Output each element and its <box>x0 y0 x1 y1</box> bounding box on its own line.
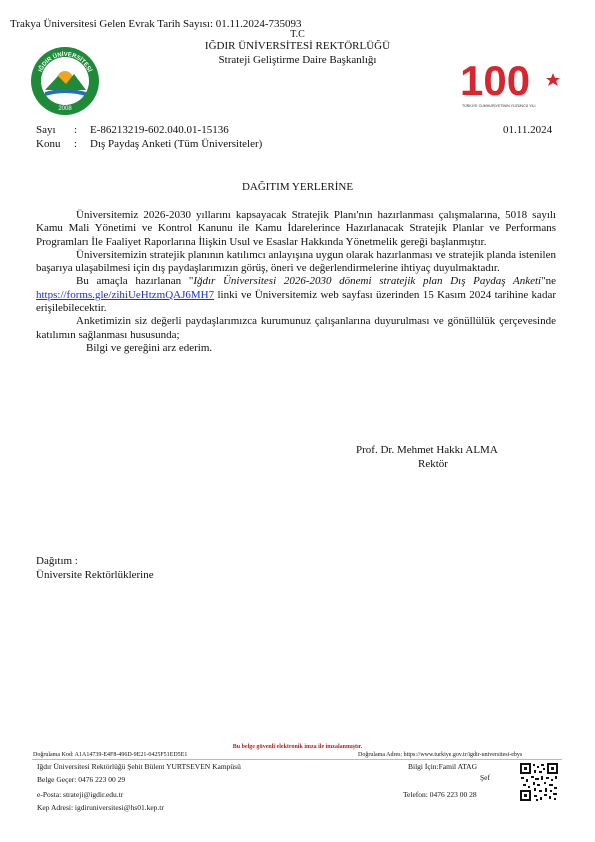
header-department: Strateji Geliştirme Daire Başkanlığı <box>218 54 377 66</box>
footer-phone: Telefon: 0476 223 00 28 <box>403 790 477 799</box>
footer-info-contact: Bilgi İçin:Famil ATAG <box>408 762 477 771</box>
verification-address: Doğrulama Adres: https://www.turkiye.gov.tr/igdir-universitesi-ebys <box>358 752 523 758</box>
distribution-value: Üniversite Rektörlüklerine <box>36 569 154 581</box>
paragraph-1: Üniversitemiz 2026-2030 yıllarını kapsayacak Stratejik Planı'nın hazırlanması çalışmalarına, 5018 sayılı Kamu Mali Yönetimi ve Kontrol Kanunu ile Kamu İdarelerince Hazırlanacak Stratejik Planlar ve Performans Programları İle Faaliyet Raporlarına İlişkin Usul ve Esaslar Hakkında Yönetmelik gereği başlanmıştır. <box>36 209 556 248</box>
university-logo <box>30 46 100 116</box>
konu-colon: : <box>74 138 78 150</box>
paragraph-4: Anketimizin siz değerli paydaşlarımızca kurumunuz çalışanlarına duyurulması ve gönüllülük çerçevesinde katılımın sağlanması hususunda; <box>36 315 556 341</box>
p3-post: linki ve Üniversitemiz web sayfası üzerinden 15 Kasım 2024 tarihine kadar erişilebilecektir. <box>36 288 556 315</box>
p3-pre: Bu amaçla hazırlanan " <box>76 275 194 288</box>
footer-divider <box>32 759 562 760</box>
distribution-heading: DAĞITIM YERLERİNE <box>241 181 354 193</box>
verification-code: Doğrulama Kod: A1A14739-E4F8-496D-9E21-0425F51ED5E1 <box>33 752 188 758</box>
star-icon <box>546 73 560 86</box>
centennial-caption: TÜRKİYE CUMHURİYETİNİN YÜZÜNCÜ YILI <box>462 104 536 108</box>
footer-kep: Kep Adresi: igdiruniversitesi@hs01.kep.tr <box>37 803 164 812</box>
signatory-name: Prof. Dr. Mehmet Hakkı ALMA <box>356 444 498 456</box>
p3-mid: "ne <box>541 275 556 288</box>
survey-link[interactable]: https://forms.gle/zihiUeHtzmQAJ6MH7 <box>36 288 215 301</box>
centennial-number: 100 <box>460 57 531 104</box>
logo-year: 2008 <box>58 106 72 112</box>
footer-address: Iğdır Üniversitesi Rektörlüğü Şehit Bülent YURTSEVEN Kampüsü <box>37 762 241 771</box>
footer-fax: Belge Geçer: 0476 223 00 29 <box>37 775 126 784</box>
sayi-value: E-86213219-602.040.01-15136 <box>90 124 229 136</box>
header-university: IĞDIR ÜNİVERSİTESİ REKTÖRLÜĞÜ <box>204 40 391 52</box>
header-tc: T.C <box>290 29 305 40</box>
footer-info-title: Şef <box>480 773 490 782</box>
secure-signature-note: Bu belge güvenli elektronik imza ile imzalanmıştır. <box>232 744 363 750</box>
centennial-logo <box>458 55 564 110</box>
signatory-title: Rektör <box>418 458 448 470</box>
incoming-doc-stamp: Trakya Üniversitesi Gelen Evrak Tarih Sayısı: 01.11.2024-735093 <box>10 18 302 30</box>
letter-body <box>36 209 556 355</box>
survey-title: Iğdır Üniversitesi 2026-2030 dönemi stratejik plan Dış Paydaş Anketi <box>193 275 542 288</box>
konu-value: Dış Paydaş Anketi (Tüm Üniversiteler) <box>90 138 263 150</box>
document-date: 01.11.2024 <box>503 124 553 136</box>
logo-ring-text: IĞDIR ÜNİVERSİTESİ <box>37 51 93 73</box>
footer-email: e-Posta: strateji@igdir.edu.tr <box>37 790 124 799</box>
qr-code-icon <box>519 762 559 802</box>
konu-label: Konu <box>36 138 61 150</box>
paragraph-5: Bilgi ve gereğini arz ederim. <box>86 341 213 354</box>
sayi-colon: : <box>74 124 78 136</box>
sayi-label: Sayı <box>36 124 56 136</box>
distribution-label: Dağıtım : <box>36 555 78 567</box>
paragraph-2: Üniversitemizin stratejik planının katılımcı anlayışına uygun olarak hazırlanması ve stratejik planda istenilen başarıya ulaşabilmesi için dış paydaşlarımızın görüş, öneri ve değerlendirmelerine ihtiyaç duyulmaktadır. <box>36 248 556 275</box>
paragraph-3 <box>36 275 556 315</box>
